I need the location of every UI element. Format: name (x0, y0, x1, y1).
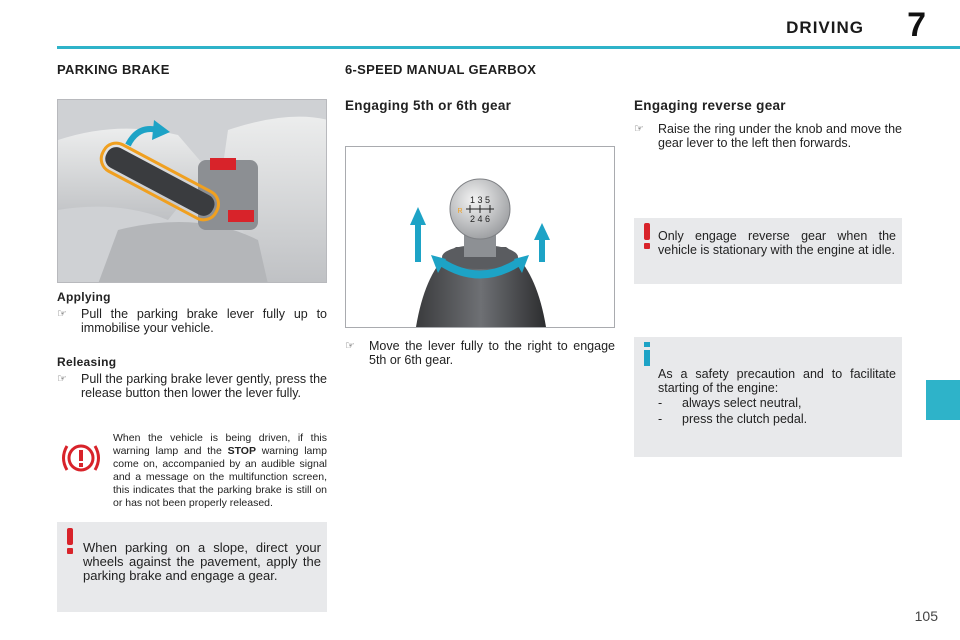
warning-exclamation-icon (65, 528, 75, 559)
pointing-hand-bullet-icon: ☞ (345, 340, 355, 352)
fifth-sixth-heading: Engaging 5th or 6th gear (345, 98, 512, 113)
releasing-item (57, 372, 327, 417)
gear-pattern-bottom: 2 4 6 (469, 214, 491, 224)
releasing-heading: Releasing (57, 355, 117, 369)
info-icon (642, 342, 652, 371)
reverse-warning-text: Only engage reverse gear when the vehicle is stationary with the engine at idle. (658, 229, 896, 257)
stop-warning-text (57, 432, 327, 510)
reverse-text: Raise the ring under the knob and move the gear lever to the left then forwards. (658, 122, 902, 150)
applying-item (57, 307, 327, 337)
gear-pattern-reverse: R (457, 208, 463, 215)
gearbox-title: 6-SPEED MANUAL GEARBOX (345, 62, 537, 77)
parking-brake-illustration (58, 100, 327, 283)
gear-knob-illustration (346, 147, 614, 327)
pointing-hand-bullet-icon: ☞ (57, 308, 67, 320)
gear-knob-photo (345, 146, 615, 328)
stop-warning-before: When the vehicle is being driven, if this warning lamp and the (113, 432, 327, 457)
parking-brake-title: PARKING BRAKE (57, 62, 170, 77)
applying-text: Pull the parking brake lever fully up to immobilise your vehicle. (81, 307, 327, 335)
chapter-title: DRIVING (786, 18, 864, 37)
warning-exclamation-icon (642, 223, 652, 254)
reverse-item (634, 122, 902, 167)
header-rule (57, 46, 960, 49)
safety-info-item-text: always select neutral, (682, 396, 802, 410)
safety-info-intro: As a safety precaution and to facilitate starting of the engine: (658, 367, 896, 395)
stop-warning-after: warning lamp come on, accompanied by an audible signal and a message on the multifunction screen, this indicates that the parking brake is still on or has not been properly released. (113, 445, 327, 509)
safety-info-item: - always select neutral, (658, 396, 802, 410)
stop-warning-indented (113, 432, 327, 510)
safety-info-box (634, 337, 902, 457)
stop-word: STOP (227, 445, 256, 457)
pointing-hand-bullet-icon: ☞ (634, 123, 644, 135)
safety-info-item: - press the clutch pedal. (658, 412, 808, 426)
parking-brake-photo (57, 99, 327, 283)
chapter-number: 7 (907, 6, 926, 44)
reverse-heading: Engaging reverse gear (634, 98, 786, 113)
pointing-hand-bullet-icon: ☞ (57, 373, 67, 385)
applying-heading: Applying (57, 290, 111, 304)
page-number: 105 (914, 608, 938, 624)
releasing-text: Pull the parking brake lever gently, press the release button then lower the lever fully. (81, 372, 327, 400)
fifth-sixth-item (345, 339, 615, 369)
slope-warning-box (57, 522, 327, 612)
safety-info-item-text: press the clutch pedal. (682, 412, 808, 426)
slope-warning-text: When parking on a slope, direct your wheels against the pavement, apply the parking brake and engage a gear. (83, 540, 321, 583)
gear-pattern-top: 1 3 5 (469, 195, 491, 205)
reverse-warning-box (634, 218, 902, 284)
fifth-sixth-text: Move the lever fully to the right to engage 5th or 6th gear. (369, 339, 615, 367)
chapter-side-tab (926, 380, 960, 420)
